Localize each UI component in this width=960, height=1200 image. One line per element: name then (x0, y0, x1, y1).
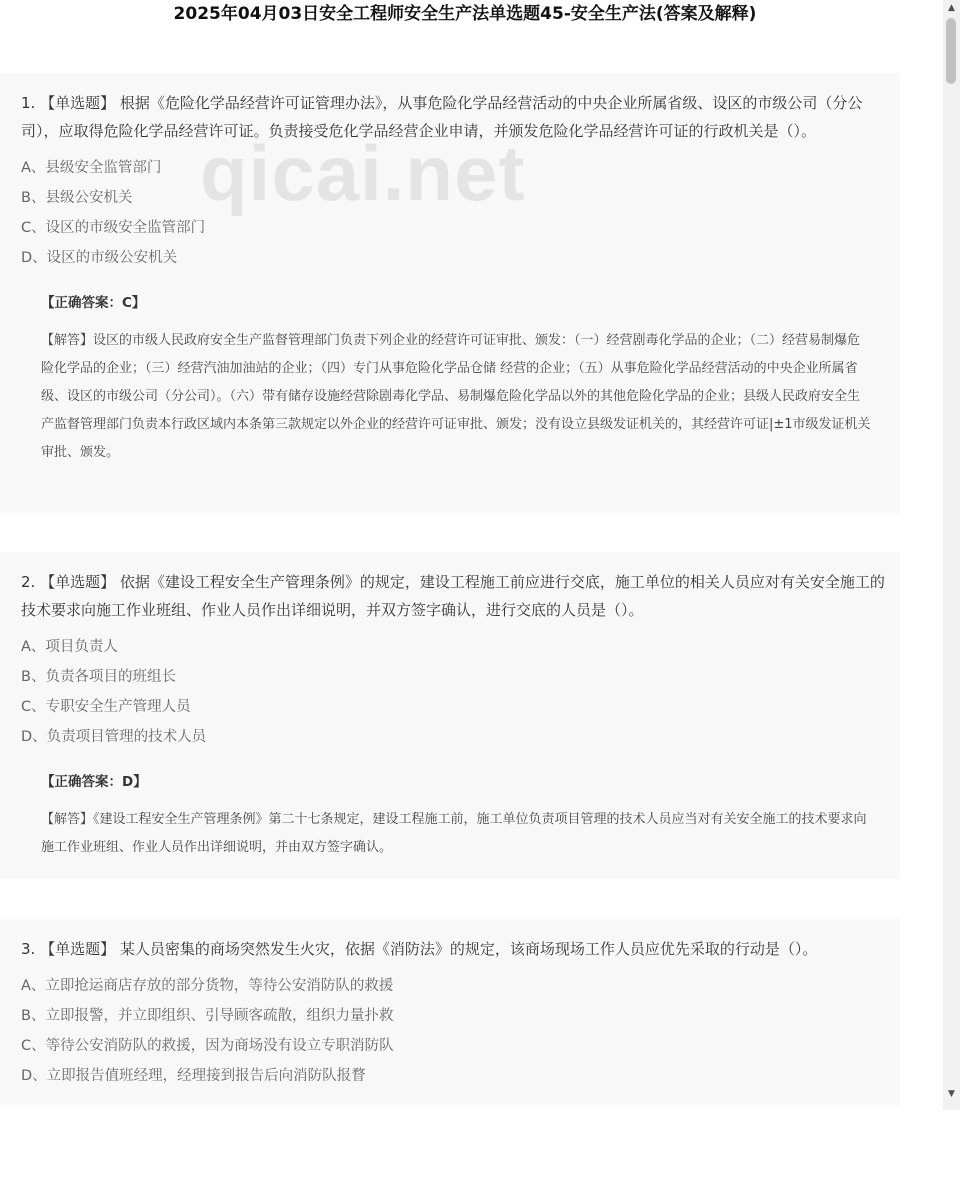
question-number: 3. (21, 940, 36, 958)
correct-answer: 【正确答案：D】 (41, 774, 147, 790)
option-d[interactable]: D、设区的市级公安机关 (21, 250, 178, 266)
question-card-3 (0, 919, 900, 1105)
options-list (21, 971, 888, 1091)
option-b[interactable]: B、县级公安机关 (21, 190, 133, 206)
explanation: 【解答】《建设工程安全生产管理条例》第二十七条规定，建设工程施工前，施工单位负责项目管理的技术人员应当对有关安全施工的技术要求向施工作业班组、作业人员作出详细说明，并由双方签字确认。 (41, 812, 867, 855)
option-a[interactable]: A、项目负责人 (21, 639, 118, 655)
option-d[interactable]: D、立即报告值班经理，经理接到报告后向消防队报瞀 (21, 1068, 366, 1084)
vertical-scrollbar[interactable] (943, 0, 960, 1110)
question-text (21, 89, 888, 145)
option-a[interactable]: A、县级安全监管部门 (21, 160, 162, 176)
correct-answer: 【正确答案：C】 (41, 295, 146, 311)
question-number: 1. (21, 94, 36, 112)
option-c[interactable]: C、等待公安消防队的救援，因为商场没有设立专职消防队 (21, 1038, 394, 1054)
question-stem: 依据《建设工程安全生产管理条例》的规定，建设工程施工前应进行交底，施工单位的相关人员应对有关安全施工的技术要求向施工作业班组、作业人员作出详细说明，并双方签字确认，进行交底的人员是（）。 (21, 573, 885, 619)
scroll-down-arrow-icon[interactable]: ▼ (948, 1089, 955, 1099)
explanation: 【解答】设区的市级人民政府安全生产监督管理部门负责下列企业的经营许可证审批、颁发：（一）经营剧毒化学品的企业；（二）经营易制爆危险化学品的企业；（三）经营汽油加油站的企业；（四）专门从事危险化学品仓储 经营的企业；（五）从事危险化学品经营活动的中央企业所属省级、设区的市级公司（分公司）。（六）带有储存设施经营除剧毒化学品、易制爆危险化学品以外的其他危险化学品的企业；县级人民政府安全生产监督管理部门负责本行政区域内本条第三款规定以外企业的经营许可证审批、颁发；没有设立县级发证机关的，其经营许可证|±1市级发证机关审批、颁发。 (41, 333, 871, 460)
option-c[interactable]: C、设区的市级安全监管部门 (21, 220, 206, 236)
question-type-tag: 【单选题】 (40, 940, 116, 958)
option-d[interactable]: D、负责项目管理的技术人员 (21, 729, 207, 745)
question-stem: 根据《危险化学品经营许可证管理办法》，从事危险化学品经营活动的中央企业所属省级、设区的市级公司（分公司），应取得危险化学品经营许可证。负责接受危化学品经营企业申请，并颁发危险化学品经营许可证的行政机关是（）。 (21, 94, 863, 140)
scrollbar-thumb[interactable] (946, 18, 956, 84)
scroll-up-arrow-icon[interactable]: ▲ (948, 3, 955, 13)
options-list (21, 632, 888, 752)
question-type-tag: 【单选题】 (40, 94, 116, 112)
question-card-2 (0, 552, 900, 879)
question-number: 2. (21, 573, 36, 591)
watermark: qicai.net (200, 129, 526, 217)
answer-section (41, 293, 888, 467)
page-title: 2025年04月03日安全工程师安全生产法单选题45-安全生产法(答案及解释) (173, 4, 757, 24)
option-b[interactable]: B、立即报警，并立即组织、引导顾客疏散，组织力量扑救 (21, 1008, 394, 1024)
question-text (21, 935, 888, 963)
options-list (21, 153, 888, 273)
option-b[interactable]: B、负责各项目的班组长 (21, 669, 176, 685)
answer-section (41, 772, 888, 862)
option-a[interactable]: A、立即抢运商店存放的部分货物，等待公安消防队的救援 (21, 978, 394, 994)
question-type-tag: 【单选题】 (40, 573, 116, 591)
question-card-1 (0, 73, 900, 513)
question-stem: 某人员密集的商场突然发生火灾，依据《消防法》的规定，该商场现场工作人员应优先采取的行动是（）。 (119, 940, 818, 958)
question-text (21, 568, 888, 624)
option-c[interactable]: C、专职安全生产管理人员 (21, 699, 191, 715)
